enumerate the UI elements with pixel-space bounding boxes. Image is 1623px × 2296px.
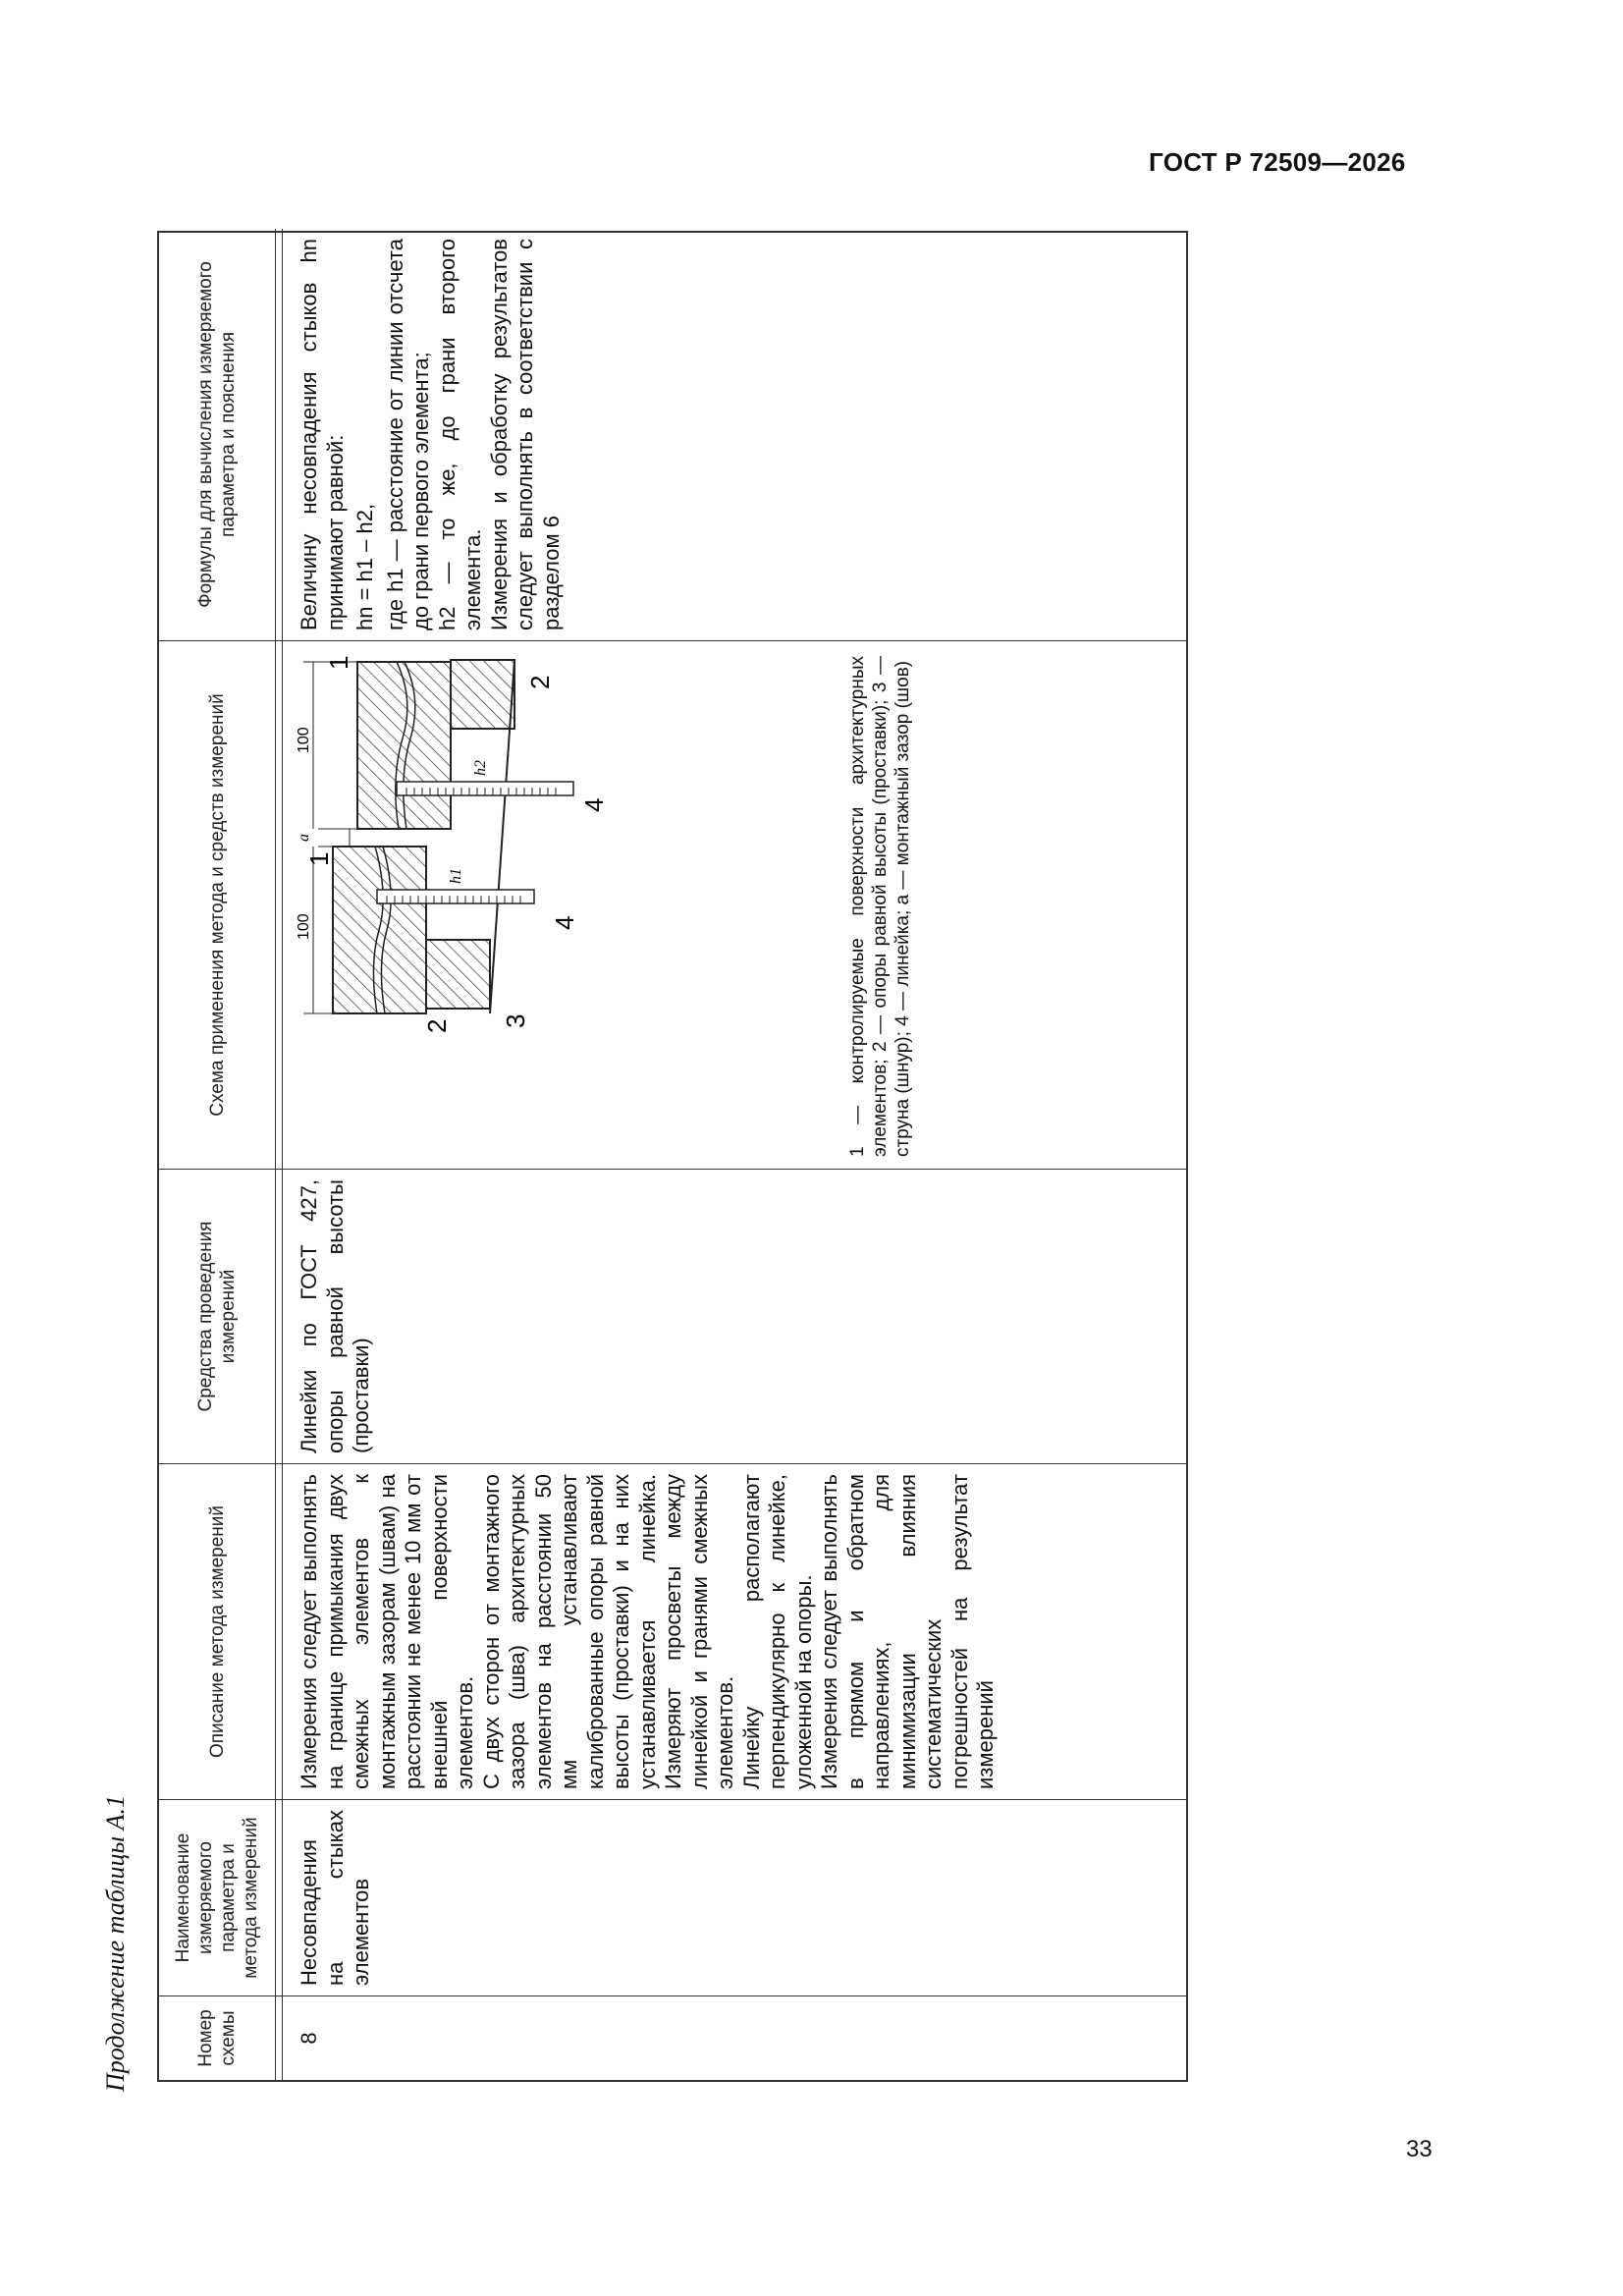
description-paragraph-3: Линейку располагают перпендикулярно к линейке, уложенной на опоры.: [738, 1474, 816, 1789]
column-description: [159, 1463, 1186, 1799]
dim-100-right: 100: [296, 727, 312, 753]
formula-intro: Величину несовпадения стыков hn принимают равной:: [297, 239, 348, 630]
description-paragraph-4: Измерения следует выполнять в прямом и обратном направлениях, для минимизации влияния систематических погрешностей на результат измерений: [817, 1474, 998, 1789]
header-divider-double: [282, 229, 283, 2080]
cell-description: [289, 1464, 1007, 1799]
formula-expression: hn = h1 – h2,: [352, 503, 377, 630]
architectural-element-right: [357, 662, 451, 829]
joint-gap: [318, 829, 357, 847]
column-tools: [159, 1169, 1186, 1463]
name-text: Несовпадения на стыках элементов: [297, 1810, 373, 1986]
table-caption: Продолжение таблицы А.1: [101, 1795, 130, 2092]
header-formula: Формулы для вычисления измеряемого параметра и пояснения: [195, 261, 239, 608]
label-1-right: 1: [324, 655, 353, 670]
dim-a: a: [296, 834, 312, 842]
formula-where-h2: h2 — то же, до грани второго элемента.: [434, 239, 485, 630]
label-h2: h2: [472, 760, 489, 776]
architectural-element-left: [333, 847, 426, 1013]
page-number: 33: [1406, 2136, 1433, 2162]
table: [157, 231, 1188, 2082]
header-scheme: Схема применения метода и средств измерений: [206, 693, 228, 1117]
header-divider: [275, 229, 276, 2080]
label-4-left: 4: [550, 915, 579, 930]
label-2-right: 2: [525, 675, 555, 689]
label-4-right: 4: [579, 797, 609, 812]
document-code: ГОСТ Р 72509—2026: [1149, 147, 1406, 177]
column-formula: [159, 229, 1186, 640]
label-h1: h1: [448, 868, 464, 884]
ruler-2: [397, 782, 573, 795]
header-tools: Средства проведения измерений: [195, 1221, 239, 1412]
cell-formula: [289, 229, 572, 640]
header-number: Номер схемы: [195, 2009, 239, 2067]
description-paragraph-1: Измерения следует выполнять на границе примыкания двух смежных элементов к монтажным зазорам (швам) на расстоянии не менее 10 мм от внешней поверхности элементов.: [297, 1474, 477, 1789]
formula-note: Измерения и обработку результатов следует выполнять в соответствии с разделом 6: [486, 239, 564, 630]
caption-container: [101, 1571, 140, 2092]
support-right: [451, 660, 514, 729]
table-container: [157, 231, 1188, 2082]
column-name: [159, 1799, 1186, 1995]
label-2-left: 2: [422, 1018, 452, 1033]
measurement-scheme: [289, 650, 839, 1161]
tools-text: Линейки по ГОСТ 427, опоры равной высоты (проставки): [297, 1179, 373, 1453]
scheme-legend: 1 — контролируемые поверхности архитектурных элементов; 2 — опоры равной высоты (проставки); 3 — струна (шнур); 4 — линейка; a — монтажный зазор (шов): [847, 656, 913, 1157]
description-paragraph-2: С двух сторон от монтажного зазора (шва) архитектурных элементов на расстоянии 50 мм устанавливают калиброванные опоры равной высоты (проставки) и на них устанавливается линейка. Измеряют просветы между линейкой и гранями смежных элементов.: [478, 1474, 737, 1789]
cell-number: 8: [297, 2032, 321, 2045]
label-3: 3: [501, 1013, 530, 1028]
support-left: [426, 940, 490, 1009]
header-description: Описание метода измерений: [206, 1504, 228, 1759]
label-1-top: 1: [304, 851, 334, 866]
formula-where-h1: где h1 — расстояние от линии отсчета до грани первого элемента;: [382, 239, 433, 630]
ruler-1: [377, 890, 534, 903]
header-name: Наименование измеряемого параметра и метода измерений: [173, 1817, 261, 1979]
dim-100-left: 100: [296, 913, 312, 940]
cell-tools: [289, 1170, 383, 1463]
cell-name: [289, 1800, 383, 1995]
column-scheme: [159, 640, 1186, 1169]
scheme-figure: [289, 650, 839, 1161]
column-number: [159, 1995, 1186, 2080]
